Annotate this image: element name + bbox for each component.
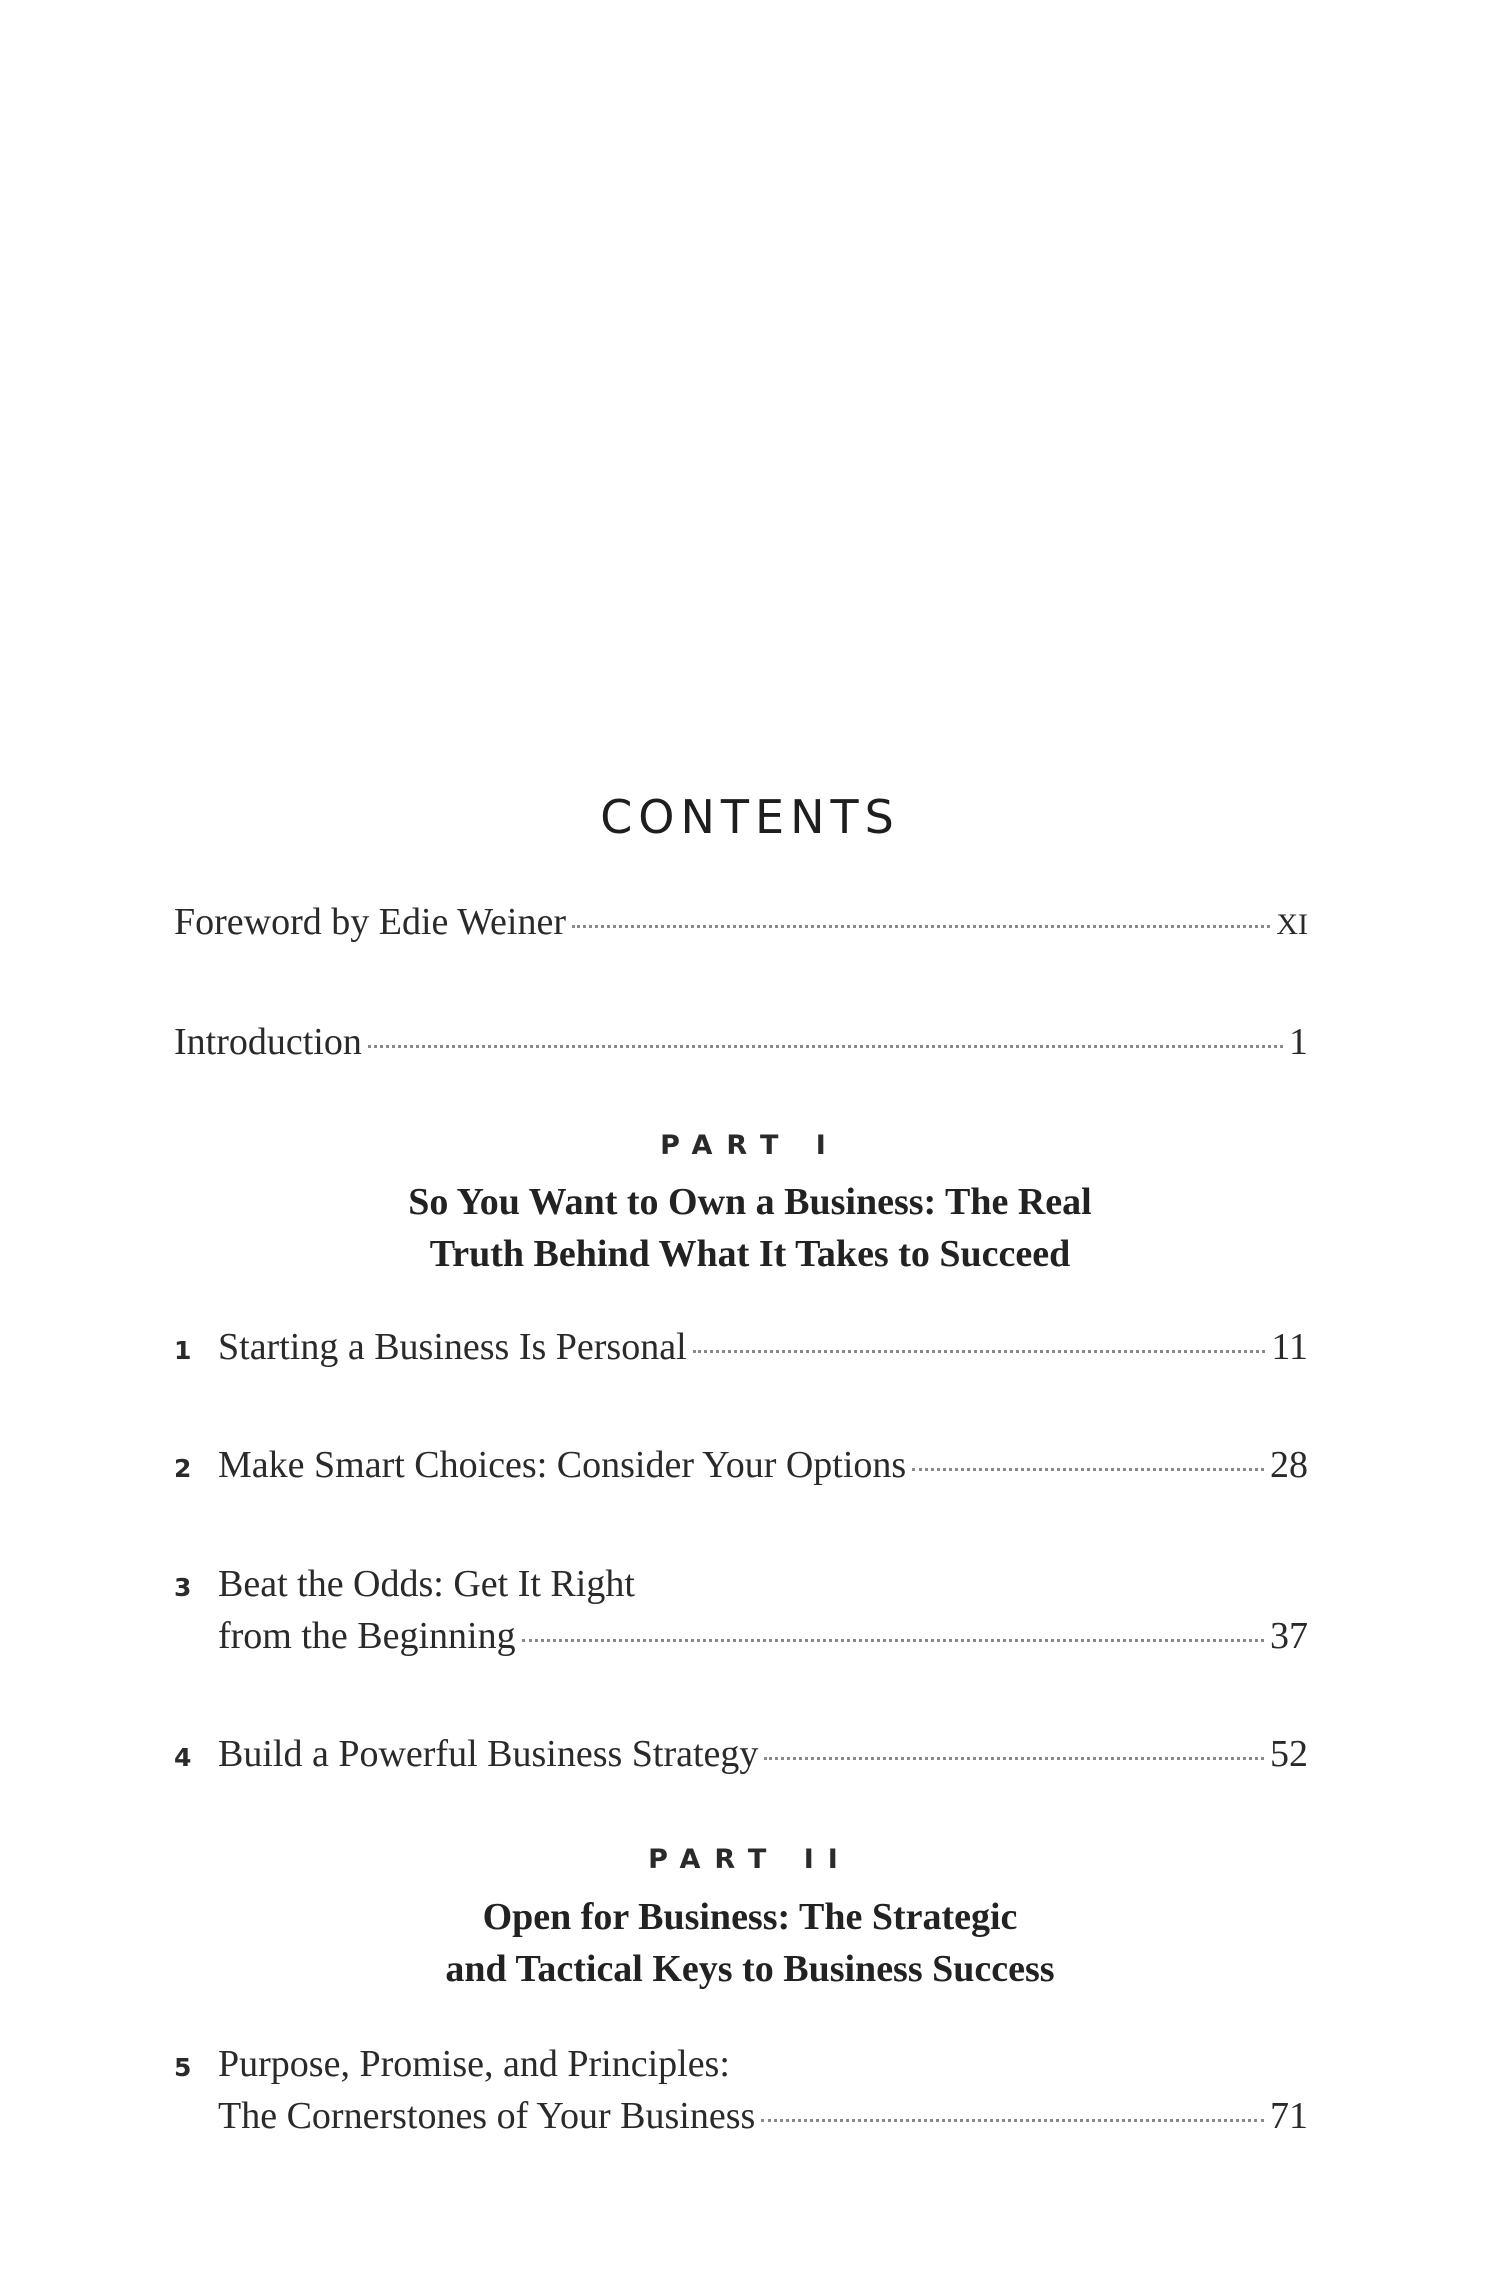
toc-entry-title: Beat the Odds: Get It Right bbox=[218, 1563, 635, 1605]
chapter-number: 4 bbox=[174, 1743, 192, 1772]
dot-leader bbox=[693, 1350, 1266, 1353]
toc-entry-title: Build a Powerful Business Strategy bbox=[218, 1733, 759, 1775]
chapter-number: 2 bbox=[174, 1454, 192, 1483]
dot-leader bbox=[764, 1757, 1264, 1760]
dot-leader bbox=[912, 1468, 1264, 1471]
toc-entry-title: Introduction bbox=[174, 1021, 362, 1063]
dot-leader bbox=[368, 1045, 1283, 1048]
dot-leader bbox=[761, 2119, 1264, 2122]
part-label: PART I bbox=[660, 1130, 840, 1161]
chapter-number: 5 bbox=[174, 2053, 192, 2082]
part-title-line: Truth Behind What It Takes to Succeed bbox=[429, 1233, 1071, 1275]
toc-entry-page: 28 bbox=[1270, 1444, 1308, 1486]
toc-entry-page: 11 bbox=[1271, 1326, 1308, 1368]
dot-leader bbox=[522, 1639, 1264, 1642]
toc-entry-foreword[interactable] bbox=[174, 900, 1308, 944]
toc-entry-title: Starting a Business Is Personal bbox=[218, 1326, 687, 1368]
part-label: PART II bbox=[648, 1844, 852, 1875]
part-title-line: So You Want to Own a Business: The Real bbox=[408, 1181, 1092, 1223]
chapter-number: 3 bbox=[174, 1573, 192, 1602]
toc-entry-chapter-3-line-2[interactable] bbox=[174, 1614, 1308, 1658]
toc-entry-title: The Cornerstones of Your Business bbox=[218, 2095, 756, 2137]
toc-entry-page: 52 bbox=[1270, 1733, 1308, 1775]
dot-leader bbox=[572, 925, 1270, 928]
toc-entry-chapter-4[interactable] bbox=[174, 1732, 1308, 1776]
contents-heading: CONTENTS bbox=[600, 790, 900, 844]
toc-entry-page: 71 bbox=[1270, 2095, 1308, 2137]
toc-entry-page: 1 bbox=[1289, 1021, 1308, 1063]
toc-entry-introduction[interactable] bbox=[174, 1020, 1308, 1064]
chapter-number: 1 bbox=[174, 1336, 192, 1365]
toc-entry-title: Foreword by Edie Weiner bbox=[174, 901, 566, 943]
toc-entry-chapter-2[interactable] bbox=[174, 1443, 1308, 1487]
toc-entry-page: XI bbox=[1276, 908, 1308, 941]
toc-entry-title: Make Smart Choices: Consider Your Options bbox=[218, 1444, 907, 1486]
toc-entry-chapter-3-line-1[interactable] bbox=[174, 1562, 1308, 1606]
toc-entry-title: from the Beginning bbox=[218, 1615, 516, 1657]
toc-entry-title: Purpose, Promise, and Principles: bbox=[218, 2043, 730, 2085]
toc-entry-page: 37 bbox=[1270, 1615, 1308, 1657]
toc-entry-chapter-1[interactable] bbox=[174, 1325, 1308, 1369]
toc-entry-chapter-5-line-1[interactable] bbox=[174, 2042, 1308, 2086]
toc-entry-chapter-5-line-2[interactable] bbox=[174, 2094, 1308, 2138]
part-title-line: and Tactical Keys to Business Success bbox=[445, 1948, 1055, 1990]
part-title-line: Open for Business: The Strategic bbox=[482, 1896, 1018, 1938]
